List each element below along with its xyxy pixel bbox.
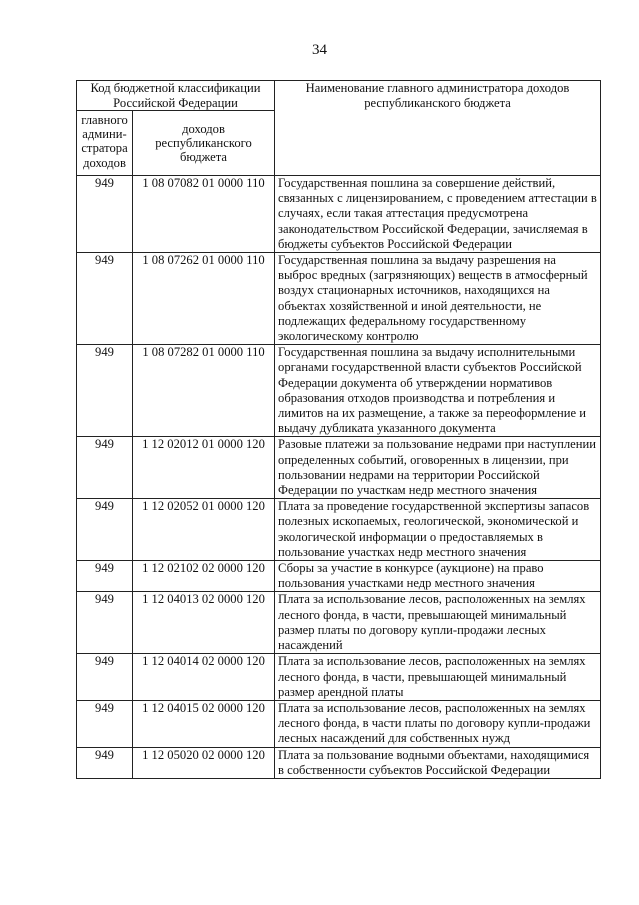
revenue-code-cell: 1 12 04014 02 0000 120 xyxy=(133,654,275,701)
header-main-administrator: главного админи-стратора доходов xyxy=(77,111,133,176)
table-row xyxy=(77,437,601,499)
revenue-name-cell: Плата за проведение государственной экспертизы запасов полезных ископаемых, геологической, экономической и экологической информации о предоставляемых в пользование участках недр местного значения xyxy=(275,499,601,561)
header-administrator-name: Наименование главного администратора доходов республиканского бюджета xyxy=(275,81,601,176)
revenue-code-cell: 1 12 04013 02 0000 120 xyxy=(133,592,275,654)
revenue-name-cell: Плата за использование лесов, расположенных на землях лесного фонда, в части, превышающей минимальный размер платы по договору купли-продажи лесных насаждений xyxy=(275,592,601,654)
revenue-code-cell: 1 08 07282 01 0000 110 xyxy=(133,345,275,437)
budget-classification-table xyxy=(76,80,601,779)
revenue-name-cell: Государственная пошлина за выдачу разрешения на выброс вредных (загрязняющих) веществ в атмосферный воздух стационарных источников, находящихся на объектах хозяйственной и иной деятельности, не подлежащих федеральному государственному экологическому контролю xyxy=(275,253,601,345)
admin-code-cell: 949 xyxy=(77,654,133,701)
admin-code-cell: 949 xyxy=(77,561,133,592)
admin-code-cell: 949 xyxy=(77,700,133,747)
admin-code-cell: 949 xyxy=(77,437,133,499)
admin-code-cell: 949 xyxy=(77,499,133,561)
page-number: 34 xyxy=(312,42,327,58)
table-row xyxy=(77,654,601,701)
revenue-name-cell: Плата за использование лесов, расположенных на землях лесного фонда, в части платы по договору купли-продажи лесных насаждений для собственных нужд xyxy=(275,700,601,747)
revenue-code-cell: 1 12 02052 01 0000 120 xyxy=(133,499,275,561)
table-row xyxy=(77,561,601,592)
revenue-code-cell: 1 12 02012 01 0000 120 xyxy=(133,437,275,499)
table-row xyxy=(77,747,601,778)
table-row xyxy=(77,592,601,654)
revenue-name-cell: Государственная пошлина за совершение действий, связанных с лицензированием, с проведением аттестации в случаях, если такая аттестация предусмотрена законодательством Российской Федерации, зачисляемая в бюджеты субъектов Российской Федерации xyxy=(275,176,601,253)
revenue-name-cell: Государственная пошлина за выдачу исполнительными органами государственной власти субъектов Российской Федерации документа об утверждении нормативов образования отходов производства и потребления и лимитов на их размещение, а также за переоформление и выдачу дубликата указанного документа xyxy=(275,345,601,437)
admin-code-cell: 949 xyxy=(77,592,133,654)
table-body xyxy=(77,176,601,779)
table-row xyxy=(77,700,601,747)
revenue-name-cell: Разовые платежи за пользование недрами при наступлении определенных событий, оговоренных в лицензии, при пользовании недрами на территории Российской Федерации по участкам недр местного значения xyxy=(275,437,601,499)
revenue-name-cell: Плата за пользование водными объектами, находящимися в собственности субъектов Российской Федерации xyxy=(275,747,601,778)
revenue-code-cell: 1 12 04015 02 0000 120 xyxy=(133,700,275,747)
admin-code-cell: 949 xyxy=(77,176,133,253)
table-row xyxy=(77,253,601,345)
table-header-row xyxy=(77,81,601,111)
revenue-code-cell: 1 08 07082 01 0000 110 xyxy=(133,176,275,253)
table-row xyxy=(77,499,601,561)
table-row xyxy=(77,176,601,253)
revenue-code-cell: 1 12 02102 02 0000 120 xyxy=(133,561,275,592)
revenue-code-cell: 1 08 07262 01 0000 110 xyxy=(133,253,275,345)
header-republican-budget-revenue: доходов республиканского бюджета xyxy=(133,111,275,176)
admin-code-cell: 949 xyxy=(77,345,133,437)
table-row xyxy=(77,345,601,437)
admin-code-cell: 949 xyxy=(77,747,133,778)
admin-code-cell: 949 xyxy=(77,253,133,345)
revenue-code-cell: 1 12 05020 02 0000 120 xyxy=(133,747,275,778)
revenue-name-cell: Сборы за участие в конкурсе (аукционе) на право пользования участками недр местного значения xyxy=(275,561,601,592)
revenue-name-cell: Плата за использование лесов, расположенных на землях лесного фонда, в части, превышающей минимальный размер арендной платы xyxy=(275,654,601,701)
header-budget-classification-code: Код бюджетной классификации Российской Федерации xyxy=(77,81,275,111)
